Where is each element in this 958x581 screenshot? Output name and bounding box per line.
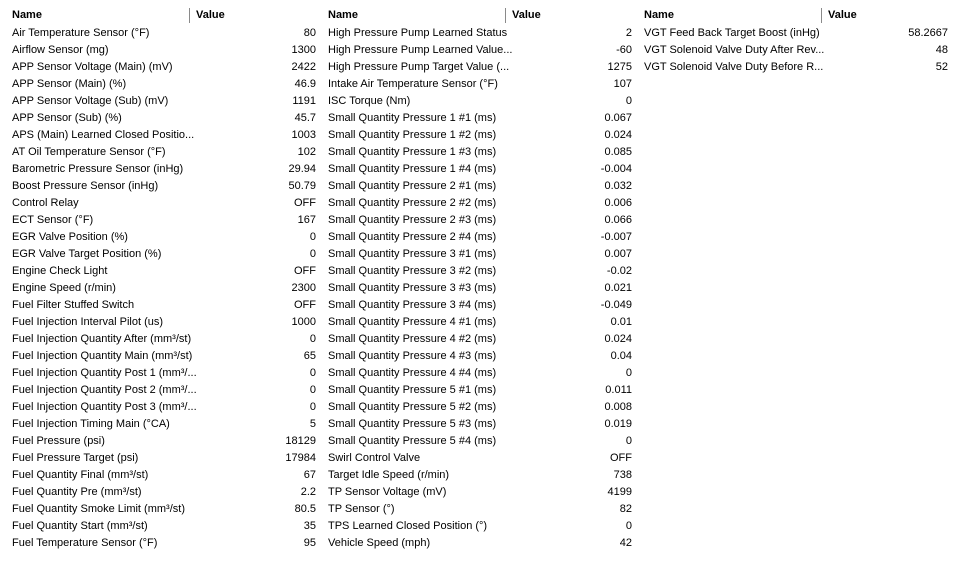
value-column-header[interactable]: Value: [196, 9, 225, 21]
table-row[interactable]: [7, 314, 323, 331]
table-row[interactable]: [323, 195, 639, 212]
parameter-name: Small Quantity Pressure 4 #1 (ms): [328, 316, 497, 328]
table-row[interactable]: [7, 433, 323, 450]
parameter-name: EGR Valve Target Position (%): [12, 248, 162, 260]
parameter-name: Small Quantity Pressure 2 #2 (ms): [328, 197, 497, 209]
table-row[interactable]: [7, 212, 323, 229]
table-row[interactable]: [7, 450, 323, 467]
parameter-name: VGT Solenoid Valve Duty After Rev...: [644, 44, 825, 56]
table-row[interactable]: [7, 76, 323, 93]
parameter-name: Small Quantity Pressure 4 #3 (ms): [328, 350, 497, 362]
table-row[interactable]: [7, 25, 323, 42]
parameter-value: 0.011: [605, 384, 632, 396]
table-row[interactable]: [7, 110, 323, 127]
parameter-value: 58.2667: [908, 27, 948, 39]
parameter-value: 0.006: [604, 197, 632, 209]
parameter-value: OFF: [294, 197, 316, 209]
table-row[interactable]: [323, 246, 639, 263]
parameter-value: 0.04: [610, 350, 632, 362]
parameter-name: Target Idle Speed (r/min): [328, 469, 450, 481]
parameter-name: APP Sensor (Main) (%): [12, 78, 127, 90]
parameter-name: VGT Feed Back Target Boost (inHg): [644, 27, 820, 39]
parameter-value: 46.9: [294, 78, 316, 90]
table-row[interactable]: [323, 25, 639, 42]
table-row[interactable]: [7, 246, 323, 263]
parameter-name: Engine Speed (r/min): [12, 282, 116, 294]
parameter-value: 82: [619, 503, 632, 515]
table-row[interactable]: [7, 399, 323, 416]
parameter-value: -60: [616, 44, 632, 56]
parameter-name: APP Sensor Voltage (Sub) (mV): [12, 95, 169, 107]
table-row[interactable]: [323, 399, 639, 416]
parameter-value: 0.008: [604, 401, 632, 413]
table-row[interactable]: [7, 42, 323, 59]
parameter-name: Small Quantity Pressure 5 #1 (ms): [328, 384, 497, 396]
parameter-name: Fuel Quantity Smoke Limit (mm³/st): [12, 503, 185, 515]
parameter-name: Fuel Injection Quantity After (mm³/st): [12, 333, 192, 345]
parameter-value: 29.94: [288, 163, 316, 175]
parameter-value: 0.024: [604, 129, 632, 141]
table-row[interactable]: [323, 263, 639, 280]
data-column-1: [7, 6, 323, 552]
parameter-name: Small Quantity Pressure 3 #1 (ms): [328, 248, 497, 260]
table-row[interactable]: [7, 280, 323, 297]
data-rows: [7, 25, 323, 552]
parameter-value: 80.5: [294, 503, 316, 515]
table-row[interactable]: [7, 365, 323, 382]
parameter-value: 0: [309, 401, 316, 413]
parameter-value: 738: [613, 469, 632, 481]
parameter-value: 0.01: [610, 316, 632, 328]
table-row[interactable]: [323, 314, 639, 331]
table-row[interactable]: [323, 331, 639, 348]
parameter-value: 0: [309, 231, 316, 243]
parameter-value: 65: [303, 350, 316, 362]
parameter-value: 67: [303, 469, 316, 481]
parameter-name: Small Quantity Pressure 2 #3 (ms): [328, 214, 497, 226]
parameter-name: Small Quantity Pressure 3 #3 (ms): [328, 282, 497, 294]
data-rows: [323, 25, 639, 552]
name-column-header[interactable]: Name: [639, 8, 822, 23]
column-header: [7, 6, 323, 25]
parameter-value: 0.085: [604, 146, 632, 158]
parameter-name: Intake Air Temperature Sensor (°F): [328, 78, 498, 90]
data-column-2: [323, 6, 639, 552]
parameter-name: Fuel Quantity Pre (mm³/st): [12, 486, 142, 498]
parameter-name: Small Quantity Pressure 1 #4 (ms): [328, 163, 497, 175]
parameter-name: Fuel Quantity Start (mm³/st): [12, 520, 148, 532]
parameter-name: Small Quantity Pressure 1 #3 (ms): [328, 146, 497, 158]
table-row[interactable]: [7, 263, 323, 280]
parameter-name: High Pressure Pump Learned Status: [328, 27, 508, 39]
table-row[interactable]: [7, 229, 323, 246]
table-row[interactable]: [7, 161, 323, 178]
parameter-name: Boost Pressure Sensor (inHg): [12, 180, 159, 192]
parameter-value: 0: [625, 95, 632, 107]
parameter-value: 1003: [291, 129, 316, 141]
parameter-name: High Pressure Pump Target Value (...: [328, 61, 510, 73]
table-row[interactable]: [7, 535, 323, 552]
table-row[interactable]: [323, 535, 639, 552]
table-row[interactable]: [7, 467, 323, 484]
column-header: [639, 6, 955, 25]
parameter-name: Fuel Pressure (psi): [12, 435, 105, 447]
parameter-value: 0: [309, 333, 316, 345]
parameter-value: 2300: [291, 282, 316, 294]
parameter-value: 0: [309, 248, 316, 260]
table-row[interactable]: [7, 178, 323, 195]
table-row[interactable]: [323, 365, 639, 382]
parameter-value: 0: [625, 520, 632, 532]
parameter-name: Small Quantity Pressure 1 #1 (ms): [328, 112, 497, 124]
parameter-name: Small Quantity Pressure 4 #4 (ms): [328, 367, 497, 379]
parameter-name: AT Oil Temperature Sensor (°F): [12, 146, 166, 158]
table-row[interactable]: [323, 450, 639, 467]
table-row[interactable]: [323, 178, 639, 195]
table-row[interactable]: [7, 195, 323, 212]
data-column-3: [639, 6, 955, 76]
parameter-name: APS (Main) Learned Closed Positio...: [12, 129, 195, 141]
parameter-name: TP Sensor (°): [328, 503, 395, 515]
parameter-value: 0: [309, 367, 316, 379]
table-row[interactable]: [7, 93, 323, 110]
parameter-name: Fuel Injection Quantity Post 3 (mm³/...: [12, 401, 197, 413]
parameter-value: 2.2: [300, 486, 316, 498]
parameter-name: Engine Check Light: [12, 265, 108, 277]
table-row[interactable]: [323, 212, 639, 229]
table-row[interactable]: [639, 25, 955, 42]
table-row[interactable]: [323, 59, 639, 76]
parameter-value: 52: [935, 61, 948, 73]
parameter-name: Fuel Injection Quantity Main (mm³/st): [12, 350, 193, 362]
parameter-value: 167: [297, 214, 316, 226]
table-row[interactable]: [323, 229, 639, 246]
parameter-name: Fuel Temperature Sensor (°F): [12, 537, 158, 549]
parameter-name: EGR Valve Position (%): [12, 231, 128, 243]
table-row[interactable]: [323, 297, 639, 314]
parameter-value: 50.79: [288, 180, 316, 192]
parameter-value: -0.004: [600, 163, 632, 175]
parameter-name: Vehicle Speed (mph): [328, 537, 431, 549]
parameter-name: Small Quantity Pressure 5 #3 (ms): [328, 418, 497, 430]
parameter-name: Fuel Injection Quantity Post 2 (mm³/...: [12, 384, 197, 396]
parameter-value: 4199: [607, 486, 632, 498]
parameter-name: High Pressure Pump Learned Value...: [328, 44, 513, 56]
parameter-value: 0.019: [604, 418, 632, 430]
table-row[interactable]: [323, 280, 639, 297]
table-row[interactable]: [323, 518, 639, 535]
table-row[interactable]: [639, 42, 955, 59]
parameter-name: ECT Sensor (°F): [12, 214, 94, 226]
table-row[interactable]: [7, 416, 323, 433]
parameter-name: TPS Learned Closed Position (°): [328, 520, 488, 532]
parameter-value: 0.067: [604, 112, 632, 124]
parameter-value: 0: [625, 435, 632, 447]
parameter-value: 0.021: [604, 282, 632, 294]
parameter-name: VGT Solenoid Valve Duty Before R...: [644, 61, 824, 73]
table-row[interactable]: [323, 161, 639, 178]
table-row[interactable]: [323, 348, 639, 365]
table-row[interactable]: [7, 297, 323, 314]
column-header: [323, 6, 639, 25]
table-row[interactable]: [323, 110, 639, 127]
parameter-value: OFF: [610, 452, 632, 464]
table-row[interactable]: [639, 59, 955, 76]
parameter-value: 1191: [292, 95, 316, 107]
parameter-name: Small Quantity Pressure 2 #4 (ms): [328, 231, 497, 243]
parameter-name: APP Sensor Voltage (Main) (mV): [12, 61, 173, 73]
parameter-name: Barometric Pressure Sensor (inHg): [12, 163, 184, 175]
parameter-name: Small Quantity Pressure 3 #2 (ms): [328, 265, 497, 277]
table-row[interactable]: [323, 484, 639, 501]
parameter-name: APP Sensor (Sub) (%): [12, 112, 122, 124]
parameter-name: Small Quantity Pressure 1 #2 (ms): [328, 129, 497, 141]
table-row[interactable]: [7, 501, 323, 518]
parameter-name: TP Sensor Voltage (mV): [328, 486, 447, 498]
table-row[interactable]: [323, 42, 639, 59]
parameter-value: 0.066: [604, 214, 632, 226]
parameter-name: Swirl Control Valve: [328, 452, 421, 464]
table-row[interactable]: [323, 416, 639, 433]
parameter-value: -0.02: [606, 265, 632, 277]
data-rows: [639, 25, 955, 76]
table-row[interactable]: [7, 59, 323, 76]
parameter-value: OFF: [294, 265, 316, 277]
name-column-header[interactable]: Name: [7, 8, 190, 23]
parameter-value: 95: [303, 537, 316, 549]
table-row[interactable]: [323, 76, 639, 93]
parameter-name: Airflow Sensor (mg): [12, 44, 109, 56]
parameter-name: Small Quantity Pressure 2 #1 (ms): [328, 180, 497, 192]
parameter-name: Fuel Quantity Final (mm³/st): [12, 469, 149, 481]
parameter-value: 2: [625, 27, 632, 39]
value-column-header[interactable]: Value: [512, 9, 541, 21]
parameter-value: -0.007: [600, 231, 632, 243]
parameter-value: 0.007: [604, 248, 632, 260]
parameter-name: Small Quantity Pressure 3 #4 (ms): [328, 299, 497, 311]
parameter-value: 2422: [291, 61, 316, 73]
table-row[interactable]: [323, 433, 639, 450]
parameter-value: 45.7: [294, 112, 316, 124]
table-row[interactable]: [7, 484, 323, 501]
parameter-name: Small Quantity Pressure 4 #2 (ms): [328, 333, 497, 345]
parameter-value: 18129: [285, 435, 316, 447]
parameter-name: Control Relay: [12, 197, 79, 209]
parameter-name: Small Quantity Pressure 5 #2 (ms): [328, 401, 497, 413]
parameter-value: 0: [625, 367, 632, 379]
parameter-value: 107: [613, 78, 632, 90]
parameter-name: Fuel Injection Quantity Post 1 (mm³/...: [12, 367, 197, 379]
parameter-value: 42: [619, 537, 632, 549]
value-column-header[interactable]: Value: [828, 9, 857, 21]
table-row[interactable]: [323, 382, 639, 399]
table-row[interactable]: [7, 382, 323, 399]
parameter-value: 0: [309, 384, 316, 396]
parameter-name: Fuel Pressure Target (psi): [12, 452, 139, 464]
parameter-value: 1000: [291, 316, 316, 328]
parameter-value: 1275: [607, 61, 632, 73]
name-column-header[interactable]: Name: [323, 8, 506, 23]
parameter-value: 35: [303, 520, 316, 532]
table-row[interactable]: [7, 348, 323, 365]
table-row[interactable]: [323, 501, 639, 518]
parameter-name: Fuel Injection Interval Pilot (us): [12, 316, 164, 328]
parameter-value: 0.024: [604, 333, 632, 345]
table-row[interactable]: [323, 467, 639, 484]
table-row[interactable]: [323, 93, 639, 110]
parameter-value: 48: [935, 44, 948, 56]
parameter-value: 102: [297, 146, 316, 158]
parameter-value: 0.032: [604, 180, 632, 192]
table-row[interactable]: [323, 127, 639, 144]
parameter-value: 1300: [291, 44, 316, 56]
parameter-name: Small Quantity Pressure 5 #4 (ms): [328, 435, 497, 447]
parameter-value: 80: [303, 27, 316, 39]
parameter-name: Air Temperature Sensor (°F): [12, 27, 150, 39]
parameter-value: 17984: [285, 452, 316, 464]
parameter-name: Fuel Filter Stuffed Switch: [12, 299, 135, 311]
parameter-value: OFF: [294, 299, 316, 311]
parameter-value: 5: [309, 418, 316, 430]
table-row[interactable]: [7, 127, 323, 144]
table-row[interactable]: [7, 331, 323, 348]
table-row[interactable]: [323, 144, 639, 161]
parameter-name: Fuel Injection Timing Main (°CA): [12, 418, 170, 430]
parameter-value: -0.049: [600, 299, 632, 311]
table-row[interactable]: [7, 518, 323, 535]
table-row[interactable]: [7, 144, 323, 161]
parameter-name: ISC Torque (Nm): [328, 95, 411, 107]
